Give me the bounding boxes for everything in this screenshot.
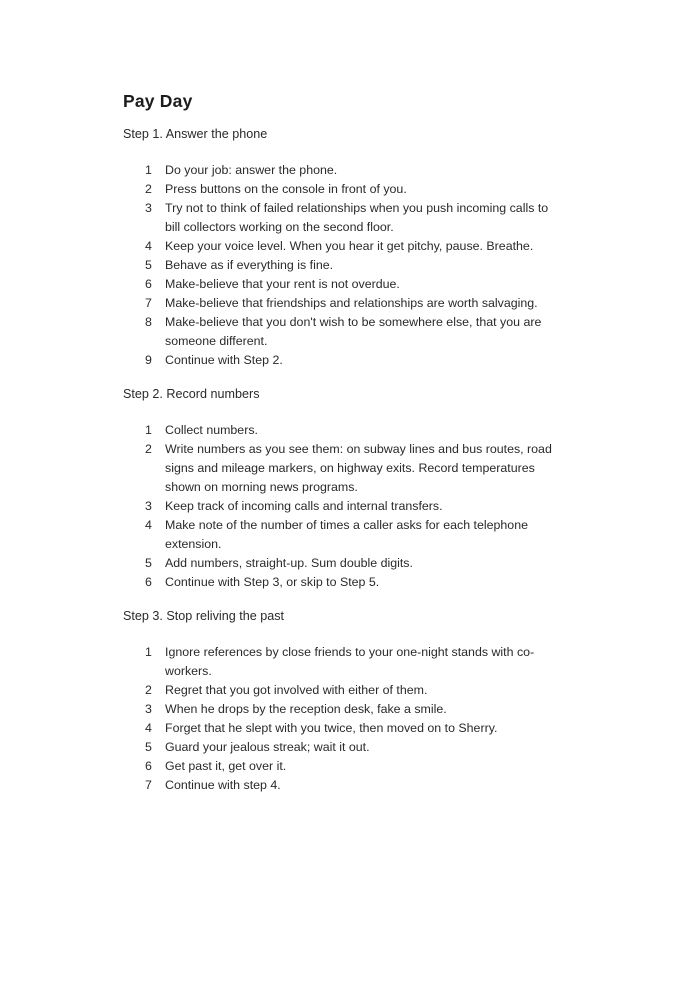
list-item: Add numbers, straight-up. Sum double digits.: [165, 556, 413, 570]
step-1-list: [123, 161, 561, 370]
list-item: Continue with step 4.: [165, 778, 281, 792]
list-item: Regret that you got involved with either of them.: [165, 683, 428, 697]
list-item: Forget that he slept with you twice, then moved on to Sherry.: [165, 721, 498, 735]
list-item: Keep your voice level. When you hear it get pitchy, pause. Breathe.: [165, 239, 534, 253]
list-item: Make-believe that your rent is not overdue.: [165, 277, 400, 291]
document-content: [123, 90, 561, 795]
step-1-heading: Step 1. Answer the phone: [123, 127, 268, 141]
section-step-1: [123, 125, 561, 370]
list-item: Try not to think of failed relationships when you push incoming calls to bill collectors working on the second floor.: [165, 201, 549, 234]
list-item: Keep track of incoming calls and internal transfers.: [165, 499, 443, 513]
list-item: Get past it, get over it.: [165, 759, 287, 773]
list-item: Write numbers as you see them: on subway lines and bus routes, road signs and mileage markers, on highway exits. Record temperatures shown on morning news programs.: [165, 442, 552, 494]
section-step-2: [123, 385, 561, 592]
list-item: Continue with Step 2.: [165, 353, 283, 367]
section-step-3: [123, 607, 561, 795]
list-item: Make-believe that friendships and relationships are worth salvaging.: [165, 296, 538, 310]
list-item: Behave as if everything is fine.: [165, 258, 334, 272]
step-3-heading: Step 3. Stop reliving the past: [123, 609, 285, 623]
page-title: Pay Day: [123, 91, 193, 111]
list-item: Make-believe that you don't wish to be somewhere else, that you are someone different.: [165, 315, 542, 348]
list-item: Continue with Step 3, or skip to Step 5.: [165, 575, 380, 589]
list-item: Make note of the number of times a caller asks for each telephone extension.: [165, 518, 528, 551]
step-2-heading: Step 2. Record numbers: [123, 387, 260, 401]
list-item: When he drops by the reception desk, fake a smile.: [165, 702, 447, 716]
step-3-list: [123, 643, 561, 795]
list-item: Ignore references by close friends to your one-night stands with co-workers.: [165, 645, 535, 678]
list-item: Collect numbers.: [165, 423, 258, 437]
list-item: Guard your jealous streak; wait it out.: [165, 740, 370, 754]
list-item: Do your job: answer the phone.: [165, 163, 338, 177]
list-item: Press buttons on the console in front of you.: [165, 182, 407, 196]
step-2-list: [123, 421, 561, 592]
